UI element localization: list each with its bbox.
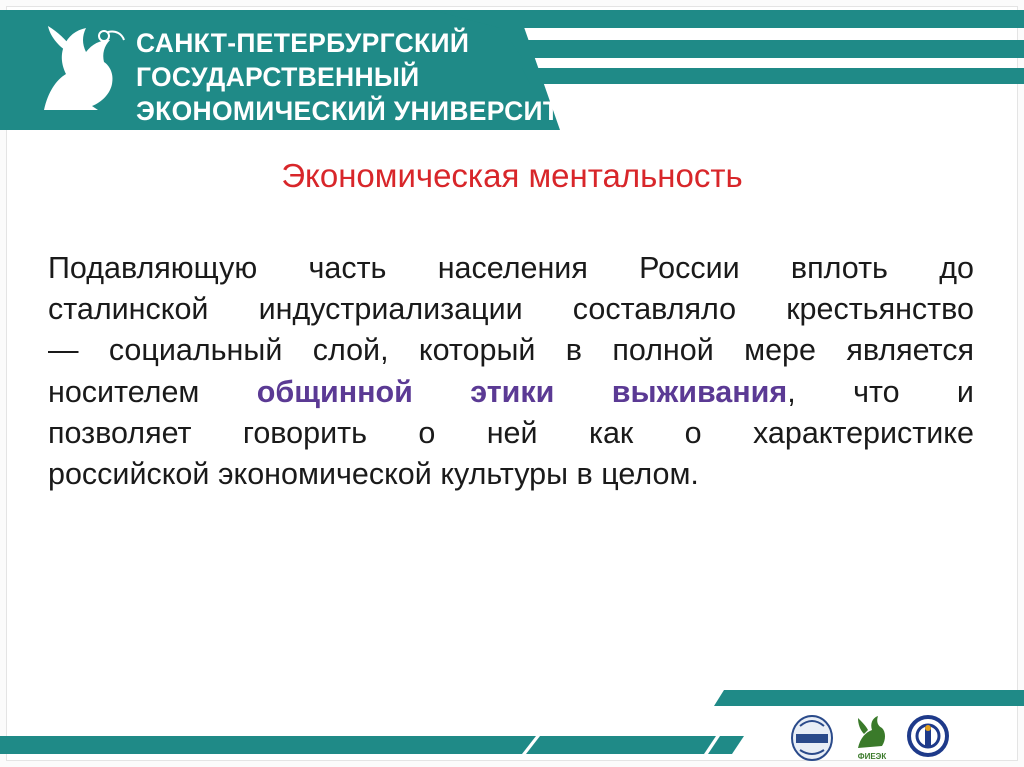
word: ней (486, 415, 538, 450)
word: населения (437, 251, 588, 285)
university-name-line: ЭКОНОМИЧЕСКИЙ УНИВЕРСИТЕТ (136, 96, 594, 126)
word: мере (744, 333, 816, 368)
fiek-griffin-icon (850, 712, 894, 762)
word: экономической (217, 457, 432, 492)
word: до (939, 251, 974, 285)
word: социальный (108, 333, 283, 368)
word: индустриализации (258, 292, 523, 327)
griffin-logo-icon (38, 22, 126, 114)
university-name (136, 26, 594, 128)
word: Подавляющую (48, 251, 258, 285)
word: полной (612, 333, 714, 368)
paragraph-line (48, 413, 974, 454)
word: о (684, 415, 702, 450)
word: сталинской (48, 292, 209, 327)
word: целом. (601, 457, 699, 492)
highlight-word: этики (470, 374, 555, 409)
word: часть (308, 251, 387, 285)
university-name-line: ГОСУДАРСТВЕННЫЙ (136, 62, 420, 92)
word: о (418, 415, 436, 450)
word: крестьянство (786, 292, 974, 327)
body-paragraph (48, 248, 974, 495)
paragraph-line (48, 372, 974, 413)
partner-label: ФИЕЭК (857, 752, 887, 761)
slide-title: Экономическая ментальность (281, 157, 743, 194)
word: России (639, 251, 740, 285)
word: позволяет (48, 415, 192, 450)
comma: , (787, 374, 796, 409)
word: характеристике (752, 415, 974, 450)
word-group (612, 372, 796, 413)
paragraph-line (48, 454, 974, 495)
university-name-line: САНКТ-ПЕТЕРБУРГСКИЙ (136, 28, 470, 58)
paragraph-line (48, 248, 974, 289)
globe-emblem-icon (790, 712, 834, 762)
word: составляло (572, 292, 737, 327)
word: — (48, 333, 79, 368)
round-emblem-icon (906, 712, 950, 762)
word: слой, (312, 333, 389, 368)
word: носителем (48, 374, 200, 409)
paragraph-line (48, 330, 974, 371)
word: культуры (440, 457, 569, 492)
word: и (956, 374, 974, 409)
word: что (853, 374, 900, 409)
word: который (418, 333, 536, 368)
word: как (588, 415, 634, 450)
word: говорить (242, 415, 367, 450)
word: российской (48, 457, 210, 492)
highlight-word: общинной (256, 374, 413, 409)
word: в (576, 457, 593, 492)
word: является (846, 333, 974, 368)
word: в (565, 333, 582, 368)
highlight-word: выживания (611, 374, 788, 409)
word: вплоть (790, 251, 888, 285)
paragraph-line (48, 289, 974, 330)
